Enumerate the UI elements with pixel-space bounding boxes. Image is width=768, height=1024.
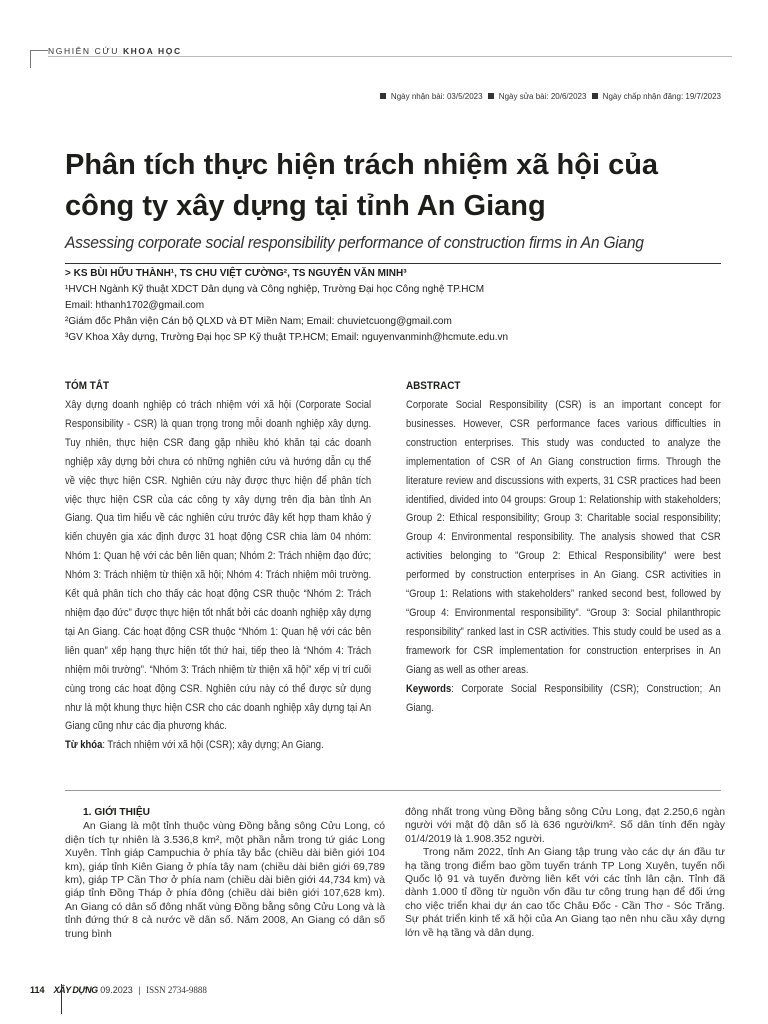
keywords-en-label: Keywords — [406, 682, 452, 695]
section-label: NGHIÊN CỨU KHOA HỌC — [48, 46, 182, 56]
journal-brand: XÂY DỰNG — [53, 985, 98, 995]
section-divider — [65, 790, 721, 791]
journal-issn: ISSN 2734-9888 — [146, 985, 207, 995]
title-line-1: Phân tích thực hiện trách nhiệm xã hội của — [65, 149, 659, 181]
body-paragraph: đông nhất trong vùng Đồng bằng sông Cửu Long, đạt 2.250,6 ngàn người với mật độ dân số là 636 người/km². Số dân tính đến ngày 01/4/2019 là 1.908.352 người. — [405, 807, 725, 845]
page-footer: 114 XÂY DỰNG 09.2023 | ISSN 2734-9888 — [30, 985, 207, 995]
affiliation-1: ¹HVCH Ngành Kỹ thuật XDCT Dân dụng và Công nghiệp, Trường Đại học Công nghệ TP.HCM — [65, 284, 485, 295]
journal-issue: 09.2023 — [100, 985, 133, 995]
header-rule — [48, 56, 732, 57]
title-rule — [65, 263, 721, 264]
affiliation-2: ²Giám đốc Phân viện Cán bộ QLXD và ĐT Miền Nam; Email: chuvietcuong@gmail.com — [65, 316, 452, 327]
title-line-2: công ty xây dựng tại tỉnh An Giang — [65, 190, 546, 222]
keywords-vn-label: Từ khóa — [65, 739, 103, 752]
body-paragraph: Trong năm 2022, tỉnh An Giang tập trung vào các dự án đầu tư hạ tầng trọng điểm bao gồm tuyến tránh TP Long Xuyên, tuyến nối Quốc lộ 91 và tuyến đường liên kết với các tỉnh lân cận. Tỉnh đã dành 1.000 tỉ đồng từ nguồn vốn đầu tư công trung hạn để đối ứng cho việc triển khai dự án cao tốc Châu Đốc - Cần Thơ - Sóc Trăng. Sự phát triển kinh tế xã hội của An Giang tạo nên nhu cầu xây dựng lớn về hạ tầng và dân dụng. — [405, 847, 725, 939]
body-paragraph: An Giang là một tỉnh thuộc vùng Đồng bằng sông Cửu Long, có diện tích tự nhiên là 3.536,8 km², một phần nằm trong tứ giác Long Xuyên. Tỉnh giáp Campuchia ở phía tây bắc (chiều dài biên giới 104 km), giáp tỉnh Kiên Giang ở phía tây nam (chiều dài biên giới 69,789 km), giáp TP Cần Thơ ở phía nam (chiều dài biên giới 44,734 km) và giáp tỉnh Đồng Tháp ở phía đông (chiều dài biên giới 107,628 km). An Giang có dân số đông nhất vùng Đồng bằng sông Cửu Long và là tỉnh đứng thứ 8 cả nước về dân số. Năm 2008, An Giang có dân số trung bình — [65, 821, 385, 940]
abstract-en — [406, 396, 721, 717]
article-title — [65, 145, 705, 227]
date-received: Ngày nhận bài: 03/5/2023 — [390, 92, 483, 101]
abstract-vn — [65, 396, 371, 755]
page-number: 114 — [30, 985, 45, 995]
abstract-en-heading: ABSTRACT — [406, 380, 461, 392]
body-column-right — [405, 806, 725, 940]
keywords-vn: : Trách nhiệm với xã hội (CSR); xây dựng; An Giang. — [102, 739, 324, 752]
keywords-en: : Corporate Social Responsibility (CSR); Construction; An Giang. — [406, 682, 721, 714]
affiliation-1-email: Email: hthanh1702@gmail.com — [65, 300, 205, 311]
header-corner-mark — [30, 50, 48, 68]
bullet-square-icon — [592, 93, 598, 99]
affiliation-3: ³GV Khoa Xây dựng, Trường Đại học SP Kỹ thuật TP.HCM; Email: nguyenvanminh@hcmute.edu.vn — [65, 332, 509, 343]
article-dates — [377, 92, 721, 101]
author-list: > KS BÙI HỮU THÀNH¹, TS CHU VIỆT CƯỜNG², TS NGUYỄN VĂN MINH³ — [65, 268, 407, 279]
date-accepted: Ngày chấp nhận đăng: 19/7/2023 — [602, 92, 721, 101]
bullet-square-icon — [488, 93, 494, 99]
section-heading-introduction: 1. GIỚI THIỆU — [83, 807, 150, 818]
body-column-left — [65, 806, 385, 941]
date-revised: Ngày sửa bài: 20/6/2023 — [498, 92, 587, 101]
article-title-english: Assessing corporate social responsibility performance of construction firms in An Giang — [65, 233, 644, 252]
abstract-en-text: Corporate Social Responsibility (CSR) is an important concept for businesses. However, CSR performance faces various difficulties in construction enterprises. This study was conducted to analyze the implementation of CSR of An Giang construction firms. Through the literature review and discussions with experts, 31 CSR practices had been identified, divided into 04 groups: Group 1: Relationship with stakeholders; Group 2: Ethical responsibility; Group 3: Charitable social responsibility; Group 4: Environmental responsibility. The analysis showed that CSR activities belonging to "Group 2: Ethical Responsibility" were best performed by construction enterprises in An Giang. CSR activities in “Group 1: Relations with stakeholders” ranked second best, followed by “Group 4: Environmental responsibility”. “Group 3: Social philanthropic responsibility” ranked last in CSR activities. This study could be used as a framework for CSR implementation for construction enterprises in An Giang as well as other areas. — [406, 399, 721, 676]
bullet-square-icon — [380, 93, 386, 99]
abstract-vn-text: Xây dựng doanh nghiệp có trách nhiệm với xã hội (Corporate Social Responsibility - CSR) là quan trọng trong mỗi doanh nghiệp xây dựng. Tuy nhiên, thực hiện CSR đang gặp nhiều khó khăn tại các doanh nghiệp xây dựng bởi chưa có những nghiên cứu và hướng dẫn cụ thể về việc thực hiện CSR. Nghiên cứu này được thực hiện để phân tích việc thực hiện CSR của các công ty xây dựng trên địa bàn tỉnh An Giang. Qua tìm hiểu về các nghiên cứu trước đây kết hợp tham khảo ý kiến chuyên gia xác định được 31 hoạt động CSR chia làm 04 nhóm: Nhóm 1: Quan hệ với các bên liên quan; Nhóm 2: Trách nhiệm đạo đức; Nhóm 3: Trách nhiệm từ thiện xã hội; Nhóm 4: Trách nhiệm môi trường. Kết quả phân tích cho thấy các hoạt động CSR thuộc “Nhóm 2: Trách nhiệm đạo đức” được thực hiện tốt nhất bởi các doanh nghiệp xây dựng tại An Giang. Các hoạt động CSR thuộc “Nhóm 1: Quan hệ với các bên liên quan” xếp hạng thực hiện tốt thứ hai, tiếp theo là “Nhóm 4: Trách nhiệm môi trường”. “Nhóm 3: Trách nhiệm từ thiện xã hội” xếp vị trí cuối cùng trong các hoạt động CSR. Nghiên cứu này có thể được sử dụng như là một khung thực hiện CSR cho các doanh nghiệp xây dựng tại An Giang cũng như các địa phương khác. — [65, 399, 372, 733]
abstract-vn-heading: TÓM TẮT — [65, 380, 110, 392]
